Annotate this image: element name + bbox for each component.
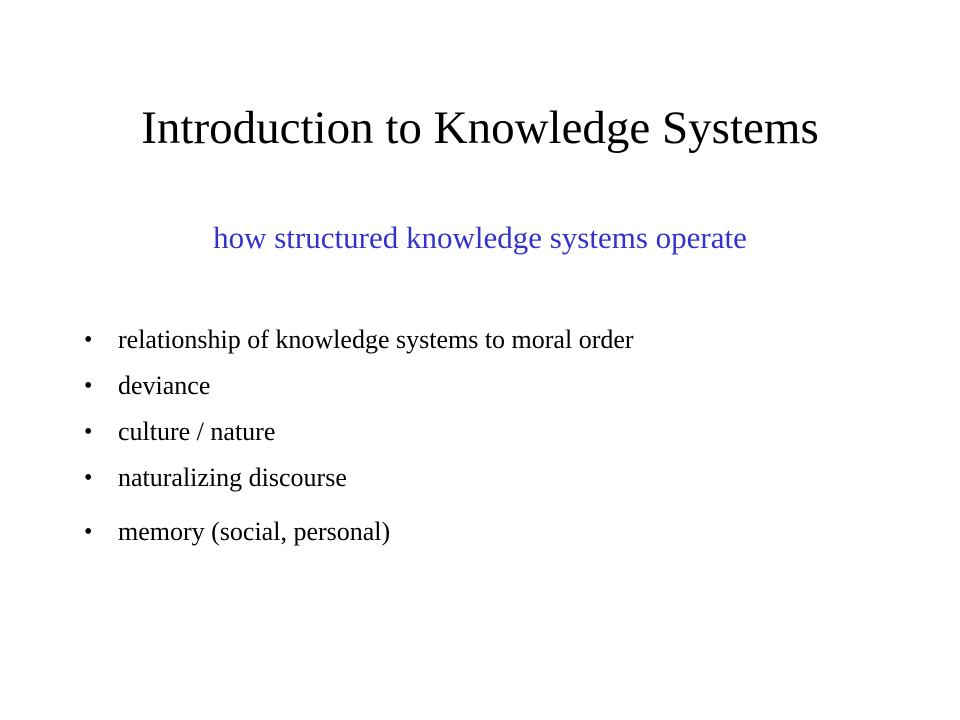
bullet-item	[84, 366, 884, 406]
bullet-text: deviance	[118, 371, 211, 400]
slide-title: Introduction to Knowledge Systems	[141, 102, 819, 154]
bullet-item	[84, 412, 884, 452]
slide-subtitle: how structured knowledge systems operate	[213, 220, 747, 255]
bullet-text: naturalizing discourse	[118, 463, 347, 492]
bullet-icon: •	[84, 465, 93, 491]
bullet-item	[84, 458, 884, 498]
bullet-text: memory (social, personal)	[118, 517, 391, 546]
bullet-item	[84, 320, 884, 360]
bullet-icon: •	[84, 373, 93, 399]
bullet-icon: •	[84, 419, 93, 445]
bullet-text: culture / nature	[118, 417, 276, 446]
bullet-icon: •	[84, 327, 93, 353]
bullet-item	[84, 512, 884, 552]
bullet-text: relationship of knowledge systems to moral order	[118, 325, 634, 354]
bullet-icon: •	[84, 519, 93, 545]
